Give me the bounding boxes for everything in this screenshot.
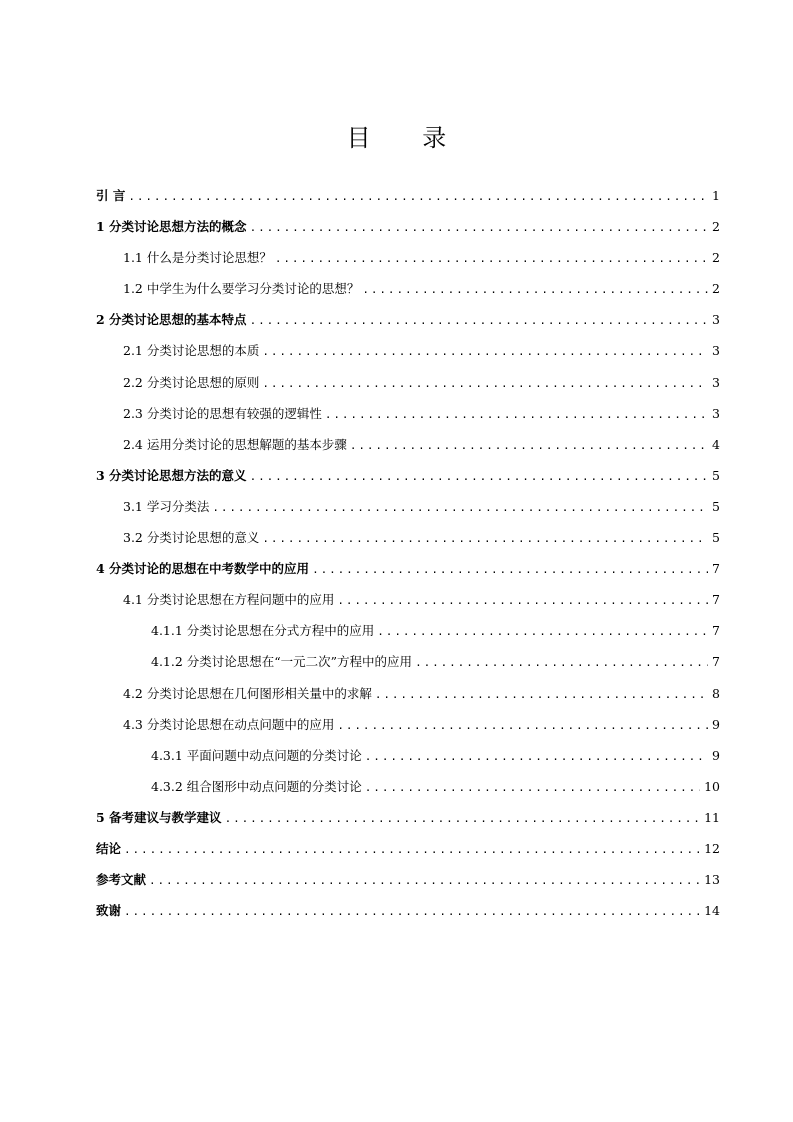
toc-entry[interactable] <box>96 771 720 802</box>
toc-dot-leader <box>262 523 708 554</box>
toc-entry-page-number: 14 <box>704 903 720 919</box>
toc-entry-page-number: 10 <box>704 778 720 794</box>
toc-entry[interactable] <box>96 522 720 553</box>
toc-entry-label: 4.1.2 分类讨论思想在“一元二次”方程中的应用 <box>151 654 413 670</box>
toc-entry-label: 结论 <box>96 840 122 856</box>
toc-entry-label: 2 分类讨论思想的基本特点 <box>96 312 247 328</box>
toc-dot-leader <box>275 243 708 274</box>
toc-entry-page-number: 4 <box>712 436 720 452</box>
toc-entry-page-number: 12 <box>704 840 720 856</box>
toc-entry[interactable] <box>96 553 720 584</box>
toc-entry-page-number: 9 <box>712 747 720 763</box>
toc-entry[interactable] <box>96 460 720 491</box>
toc-entry[interactable] <box>96 740 720 771</box>
toc-entry[interactable] <box>96 802 720 833</box>
toc-dot-leader <box>225 803 701 834</box>
page-title: 目 录 <box>346 124 469 152</box>
toc-dot-leader <box>262 368 708 399</box>
toc-entry-page-number: 7 <box>712 592 720 608</box>
toc-entry[interactable] <box>96 242 720 273</box>
toc-dot-leader <box>415 647 708 678</box>
toc-entry-page-number: 2 <box>712 250 720 266</box>
toc-entry-label: 4.1 分类讨论思想在方程问题中的应用 <box>123 592 335 608</box>
toc-entry-page-number: 2 <box>712 281 720 297</box>
toc-entry-page-number: 9 <box>712 716 720 732</box>
toc-entry[interactable] <box>96 367 720 398</box>
toc-entry[interactable] <box>96 678 720 709</box>
toc-entry-label: 3.2 分类讨论思想的意义 <box>123 530 260 546</box>
toc-entry[interactable] <box>96 273 720 304</box>
toc-entry-page-number: 1 <box>712 188 720 203</box>
toc-entry-label: 4.3 分类讨论思想在动点问题中的应用 <box>123 716 335 732</box>
toc-dot-leader <box>375 679 708 710</box>
toc-entry-label: 4.2 分类讨论思想在几何图形相关量中的求解 <box>123 685 372 701</box>
toc-dot-leader <box>377 616 708 647</box>
toc-dot-leader <box>365 772 700 803</box>
toc-entry[interactable] <box>96 429 720 460</box>
toc-entry-label: 2.3 分类讨论的思想有较强的逻辑性 <box>123 405 322 421</box>
toc-entry-label: 致谢 <box>96 903 122 919</box>
toc-dot-leader <box>312 554 708 585</box>
toc-entry-page-number: 13 <box>704 872 720 888</box>
toc-entry[interactable] <box>96 646 720 677</box>
toc-entry[interactable] <box>96 304 720 335</box>
toc-entry-page-number: 8 <box>712 685 720 701</box>
toc-entry-label: 引 言 <box>96 188 126 203</box>
toc-dot-leader <box>149 865 700 896</box>
toc-entry-page-number: 3 <box>712 312 720 328</box>
toc-entry[interactable] <box>96 180 720 211</box>
toc-entry[interactable] <box>96 615 720 646</box>
toc-entry-label: 1.1 什么是分类讨论思想？ <box>123 250 272 266</box>
toc-entry-page-number: 7 <box>712 654 720 670</box>
toc-entry-page-number: 3 <box>712 343 720 359</box>
toc-entry[interactable] <box>96 584 720 615</box>
toc-entry-page-number: 7 <box>712 561 720 577</box>
toc-entry-page-number: 5 <box>712 498 720 514</box>
toc-entry-page-number: 5 <box>712 530 720 546</box>
toc-dot-leader <box>362 274 708 305</box>
toc-entry-label: 2.4 运用分类讨论的思想解题的基本步骤 <box>123 436 347 452</box>
toc-dot-leader <box>325 399 708 430</box>
toc-dot-leader <box>212 492 708 523</box>
toc-entry-label: 1.2 中学生为什么要学习分类讨论的思想？ <box>123 281 360 297</box>
toc-dot-leader <box>350 430 708 461</box>
toc-dot-leader <box>250 305 708 336</box>
toc-entry-page-number: 3 <box>712 374 720 390</box>
toc-dot-leader <box>337 710 708 741</box>
toc-entry-page-number: 3 <box>712 405 720 421</box>
toc-entry-page-number: 7 <box>712 623 720 639</box>
toc-entry-label: 4.1.1 分类讨论思想在分式方程中的应用 <box>151 623 375 639</box>
toc-entry-page-number: 11 <box>704 809 720 825</box>
toc-dot-leader <box>262 336 708 367</box>
toc-entry-label: 3 分类讨论思想方法的意义 <box>96 467 247 483</box>
toc-dot-leader <box>250 212 708 243</box>
toc-entry-page-number: 5 <box>712 467 720 483</box>
toc-entry[interactable] <box>96 398 720 429</box>
toc-entry-label: 参考文献 <box>96 872 147 888</box>
toc-dot-leader <box>124 834 700 865</box>
toc-entry[interactable] <box>96 335 720 366</box>
toc-entry[interactable] <box>96 211 720 242</box>
toc-entry-label: 2.2 分类讨论思想的原则 <box>123 374 260 390</box>
toc-entry-label: 5 备考建议与教学建议 <box>96 809 222 825</box>
toc-entry-label: 3.1 学习分类法 <box>123 498 210 514</box>
toc-dot-leader <box>128 181 708 212</box>
toc-entry[interactable] <box>96 491 720 522</box>
toc-entry[interactable] <box>96 709 720 740</box>
toc-dot-leader <box>124 896 700 927</box>
toc-entry-label: 4.3.2 组合图形中动点问题的分类讨论 <box>151 778 362 794</box>
toc-entry-label: 2.1 分类讨论思想的本质 <box>123 343 260 359</box>
toc-entry-label: 4.3.1 平面问题中动点问题的分类讨论 <box>151 747 362 763</box>
table-of-contents <box>96 180 720 926</box>
toc-entry-page-number: 2 <box>712 219 720 235</box>
toc-entry[interactable] <box>96 895 720 926</box>
toc-entry[interactable] <box>96 864 720 895</box>
toc-entry-label: 1 分类讨论思想方法的概念 <box>96 219 247 235</box>
toc-dot-leader <box>250 461 708 492</box>
toc-dot-leader <box>365 741 708 772</box>
toc-entry[interactable] <box>96 833 720 864</box>
toc-dot-leader <box>337 585 708 616</box>
toc-entry-label: 4 分类讨论的思想在中考数学中的应用 <box>96 561 310 577</box>
